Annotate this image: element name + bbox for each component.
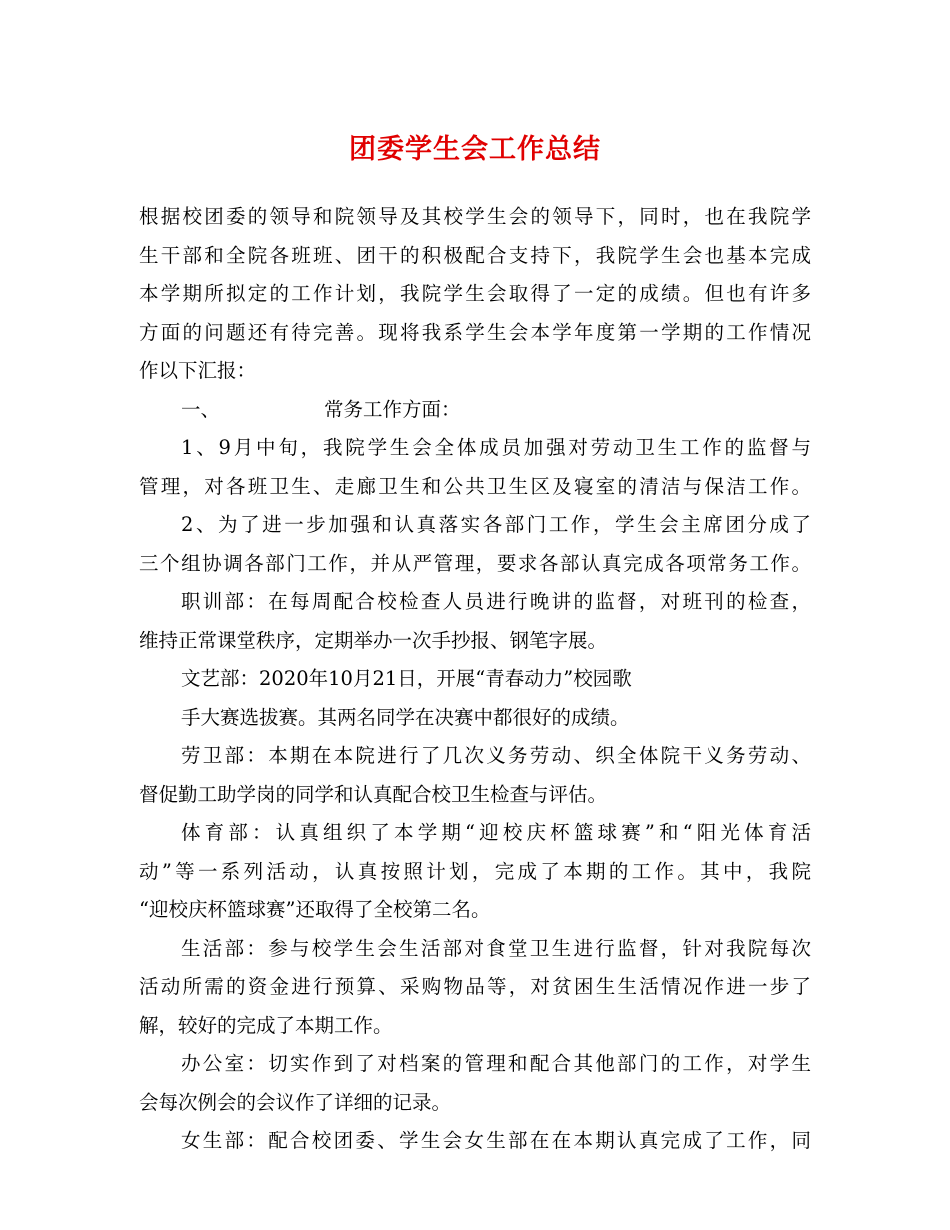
body-line: 活动所需的资金进行预算、采购物品等，对贫困生生活情况作进一步了 — [139, 975, 811, 998]
body-line: 劳卫部：本期在本院进行了几次义务劳动、织全体院干义务劳动、 — [181, 744, 811, 767]
section-heading-text: 常务工作方面： — [324, 397, 461, 421]
body-line: 手大赛选拔赛。其两名同学在决赛中都很好的成绩。 — [181, 705, 630, 729]
body-line: 管理，对各班卫生、走廊卫生和公共卫生区及寝室的清洁与保洁工作。 — [139, 474, 811, 498]
body-line: 维持正常课堂秩序，定期举办一次手抄报、钢笔字展。 — [139, 628, 608, 652]
body-line: 督促勤工助学岗的同学和认真配合校卫生检查与评估。 — [139, 782, 608, 806]
body-line: 动”等一系列活动，认真按照计划，完成了本期的工作。其中，我院 — [139, 859, 811, 883]
body-line: 文艺部：2020年10月21日，开展“青春动力”校园歌 — [181, 667, 632, 690]
body-line: 办公室：切实作到了对档案的管理和配合其他部门的工作，对学生 — [181, 1052, 811, 1075]
body-line: 作以下汇报： — [139, 359, 257, 382]
body-line: 生干部和全院各班班、团干的积极配合支持下，我院学生会也基本完成 — [139, 243, 811, 267]
body-line: 三个组协调各部门工作，并从严管理，要求各部认真完成各项常务工作。 — [139, 551, 811, 575]
document-title: 团委学生会工作总结 — [349, 134, 601, 165]
body-line: 会每次例会的会议作了详细的记录。 — [139, 1090, 452, 1114]
body-line: 生活部：参与校学生会生活部对食堂卫生进行监督，针对我院每次 — [181, 936, 811, 960]
body-line: 1、9月中旬，我院学生会全体成员加强对劳动卫生工作的监督与 — [181, 436, 811, 459]
body-line: 解，较好的完成了本期工作。 — [139, 1013, 393, 1037]
body-line: 方面的问题还有待完善。现将我系学生会本学年度第一学期的工作情况 — [139, 320, 811, 344]
body-line: “迎校庆杯篮球赛”还取得了全校第二名。 — [139, 898, 491, 921]
body-line: 体育部：认真组织了本学期“迎校庆杯篮球赛”和“阳光体育活 — [181, 821, 811, 844]
document-body — [139, 198, 811, 1161]
body-line: 女生部：配合校团委、学生会女生部在在本期认真完成了工作，同 — [181, 1129, 811, 1152]
body-line: 2、为了进一步加强和认真落实各部门工作，学生会主席团分成了 — [181, 513, 811, 536]
body-line: 根据校团委的领导和院领导及其校学生会的领导下，同时，也在我院学 — [139, 205, 811, 228]
body-line: 本学期所拟定的工作计划，我院学生会取得了一定的成绩。但也有许多 — [139, 282, 811, 305]
section-number: 一、 — [181, 397, 221, 421]
body-line: 职训部：在每周配合校检查人员进行晚讲的监督，对班刊的检查， — [181, 590, 811, 613]
section-heading — [139, 391, 811, 430]
